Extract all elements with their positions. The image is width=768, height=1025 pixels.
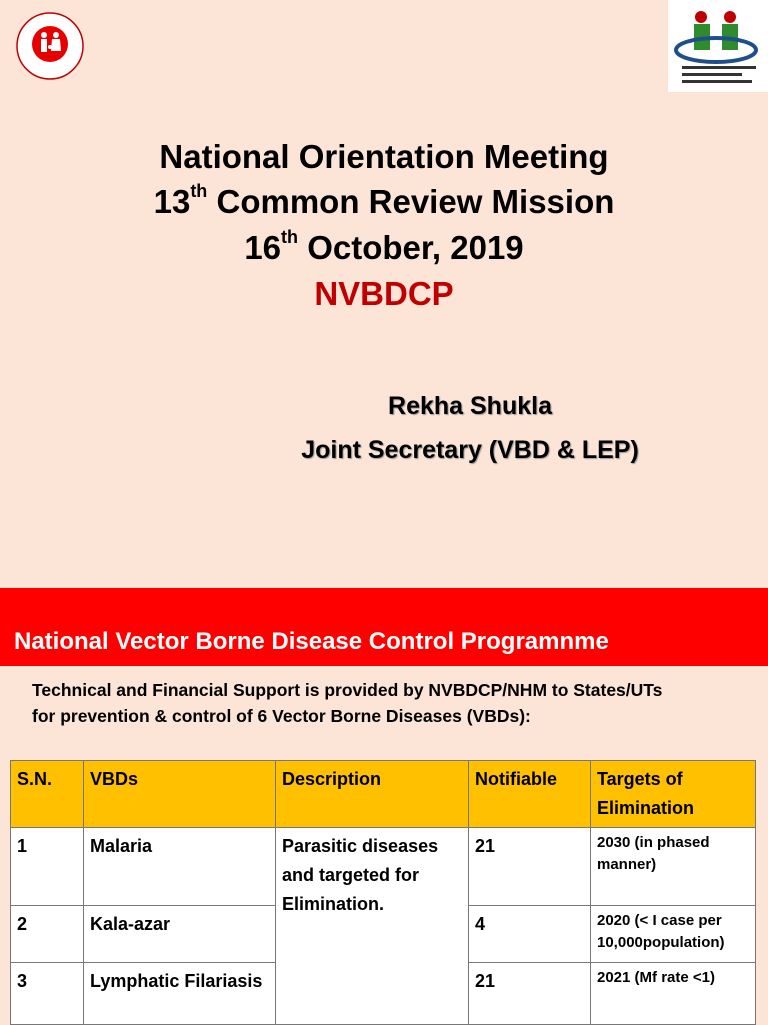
row-target: 2030 (in phased manner) <box>591 828 756 906</box>
header-notifiable: Notifiable <box>469 761 591 828</box>
family-logo <box>668 0 768 92</box>
national-health-mission-logo <box>14 10 86 82</box>
row-sn: 3 <box>11 963 84 1025</box>
intro-text: Technical and Financial Support is provided by NVBDCP/NHM to States/UTs for prevention & control of 6 Vector Borne Diseases (VBDs): <box>32 680 663 726</box>
meeting-date: 16th October, 2019 <box>244 227 524 266</box>
header-description: Description <box>276 761 469 828</box>
meeting-title: National Orientation Meeting <box>159 138 609 175</box>
row-notifiable: 21 <box>469 963 591 1025</box>
presenter-name: Rekha Shukla <box>388 392 552 420</box>
program-name: NVBDCP <box>314 275 454 312</box>
row-sn: 2 <box>11 906 84 963</box>
table-row <box>11 828 756 906</box>
row-target: 2020 (< I case per 10,000population) <box>591 906 756 963</box>
header-vbd: VBDs <box>84 761 276 828</box>
presenter-title: Joint Secretary (VBD & LEP) <box>301 436 639 464</box>
mission-title: 13th Common Review Mission <box>153 181 615 220</box>
row-sn: 1 <box>11 828 84 906</box>
row-vbd: Malaria <box>84 828 276 906</box>
row-notifiable: 4 <box>469 906 591 963</box>
row-notifiable: 21 <box>469 828 591 906</box>
vbd-table <box>10 760 756 1025</box>
header-sn: S.N. <box>11 761 84 828</box>
header-targets: Targets of Elimination <box>591 761 756 828</box>
row-vbd: Kala-azar <box>84 906 276 963</box>
programme-header: National Vector Borne Disease Control Programnme <box>14 628 609 655</box>
row-target: 2021 (Mf rate <1) <box>591 963 756 1025</box>
row-vbd: Lymphatic Filariasis <box>84 963 276 1025</box>
row-description: Parasitic diseases and targeted for Elimination. <box>276 828 469 1025</box>
programme-header-bar <box>0 588 768 666</box>
table-header-row <box>11 761 756 828</box>
